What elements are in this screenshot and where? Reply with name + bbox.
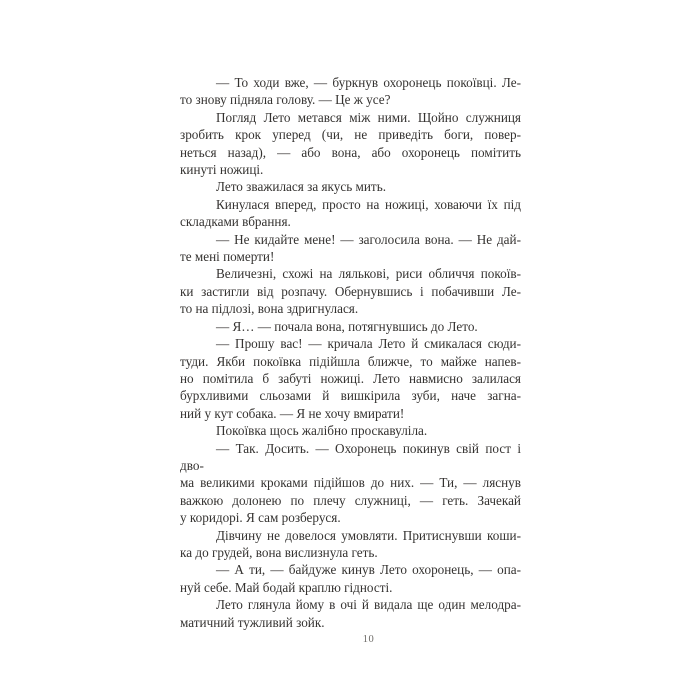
text-line: те мені померти! xyxy=(180,249,275,265)
text-line: но помітила б забуті ножиці. Лето навмисно залилася xyxy=(180,370,521,386)
text-line: Кинулася вперед, просто на ножиці, ховаючи їх під xyxy=(216,196,521,212)
text-line: неться назад), — або вона, або охоронець помітить xyxy=(180,144,521,160)
text-line: Величезні, схожі на лялькові, риси обличчя покоїв- xyxy=(216,266,521,282)
text-line: — Так. Досить. — Охоронець покинув свій пост і дво- xyxy=(180,440,521,473)
text-line: — А ти, — байдуже кинув Лето охоронець, — опа- xyxy=(216,562,521,578)
text-line: зробить крок уперед (чи, не приведіть боги, повер- xyxy=(180,127,521,143)
text-line: ки застигли від розпачу. Обернувшись і побачивши Ле- xyxy=(180,283,521,299)
text-line: Лето глянула йому в очі й видала ще один мелодра- xyxy=(216,597,521,613)
text-line: ний у кут собака. — Я не хочу вмирати! xyxy=(180,405,405,421)
paragraph xyxy=(180,178,521,195)
paragraph xyxy=(180,561,521,596)
text-line: кинуті ножиці. xyxy=(180,162,264,178)
paragraph xyxy=(180,440,521,527)
paragraph xyxy=(180,527,521,562)
text-line: у коридорі. Я сам розберуся. xyxy=(180,510,341,526)
text-line: Погляд Лето метався між ними. Щойно служниця xyxy=(216,109,521,125)
paragraph xyxy=(180,318,521,335)
text-line: — Прошу вас! — кричала Лето й смикалася сюди- xyxy=(216,336,521,352)
text-line: складками вбрання. xyxy=(180,214,291,230)
text-line: Дівчину не довелося умовляти. Притиснувши коши- xyxy=(216,527,521,543)
text-line: важкою долонею по плечу служниці, — геть. Зачекай xyxy=(180,492,521,508)
paragraph xyxy=(180,596,521,631)
text-line: то на підлозі, вона здригнулася. xyxy=(180,301,359,317)
paragraph xyxy=(180,109,521,179)
paragraph xyxy=(180,335,521,422)
text-line: — То ходи вже, — буркнув охоронець покоївці. Ле- xyxy=(216,75,521,90)
text-line: матичний тужливий зойк. xyxy=(180,614,325,630)
body-text xyxy=(180,74,521,631)
text-line: — Я… — почала вона, потягнувшись до Лето. xyxy=(216,318,478,334)
paragraph xyxy=(180,196,521,231)
text-line: нуй себе. Май бодай краплю гідності. xyxy=(180,579,393,595)
page-number: 10 xyxy=(362,634,375,645)
paragraph xyxy=(180,422,521,439)
text-line: Лето зважилася за якусь мить. xyxy=(216,179,387,195)
paragraph xyxy=(180,265,521,317)
text-line: ка до грудей, вона вислизнула геть. xyxy=(180,544,378,560)
text-line: ма великими кроками підійшов до них. — Ти, — ляснув xyxy=(180,475,521,491)
text-line: туди. Якби покоївка підійшла ближче, то майже напев- xyxy=(180,353,521,369)
text-line: Покоївка щось жалібно проскавуліла. xyxy=(216,423,428,439)
text-line: — Не кидайте мене! — заголосила вона. — Не дай- xyxy=(216,231,521,247)
text-line: то знову підняла голову. — Це ж усе? xyxy=(180,92,391,108)
paragraph xyxy=(180,231,521,266)
text-line: бурхливими сльозами й вишкірила зуби, наче загна- xyxy=(180,388,521,404)
paragraph xyxy=(180,74,521,109)
